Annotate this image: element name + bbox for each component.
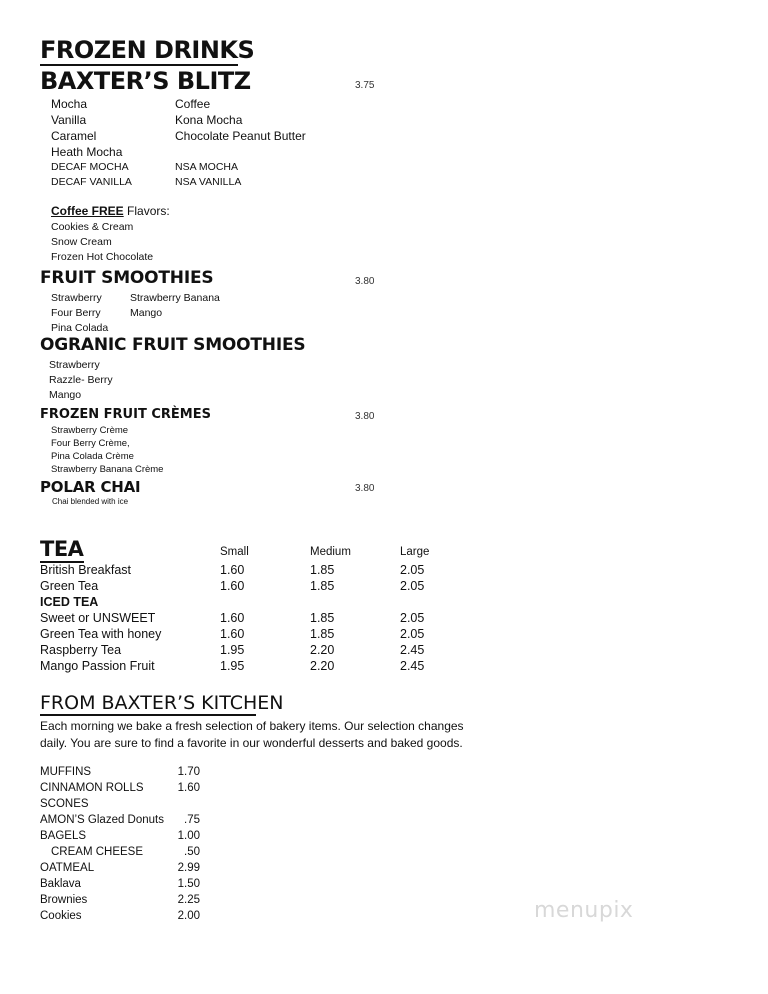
heading-polar-chai: POLAR CHAI <box>40 478 141 496</box>
table-row: Raspberry Tea <box>40 643 122 657</box>
tea-names <box>40 562 161 674</box>
list-item: OATMEAL <box>40 862 95 874</box>
table-cell: 1.85 <box>310 579 335 593</box>
table-cell: 2.45 <box>400 659 425 673</box>
coffee-free-label <box>51 204 170 218</box>
price-frozen-fruit-cremes: 3.80 <box>355 411 375 422</box>
list-item: DECAF MOCHA <box>51 161 129 173</box>
table-cell: 1.85 <box>310 563 335 577</box>
price-fruit-smoothies: 3.80 <box>355 276 375 287</box>
kitchen-item-names <box>40 764 164 924</box>
section-title-kitchen: FROM BAXTER’S KITCHEN <box>40 692 284 714</box>
iced-tea-heading: ICED TEA <box>40 595 99 609</box>
list-item: Pina Colada Crème <box>51 451 134 462</box>
table-row: Green Tea <box>40 579 99 593</box>
list-item: DECAF VANILLA <box>51 176 132 188</box>
tea-header-small: Small <box>220 546 249 558</box>
tea-small-prices <box>220 562 244 674</box>
kitchen-item-prices <box>150 764 200 924</box>
table-cell: 2.05 <box>400 563 425 577</box>
coffee-free-bold: Coffee FREE <box>51 204 124 218</box>
kitchen-description-line2: daily. You are sure to find a favorite in our wonderful desserts and baked goods. <box>40 736 463 750</box>
heading-fruit-smoothies: FRUIT SMOOTHIES <box>40 268 214 288</box>
table-cell: 1.60 <box>220 627 245 641</box>
list-item: Cookies <box>40 910 82 922</box>
list-item: CINNAMON ROLLS <box>40 782 144 794</box>
table-cell: 1.85 <box>310 627 335 641</box>
list-item: CREAM CHEESE <box>51 846 144 858</box>
price: 2.00 <box>177 910 200 922</box>
table-cell: 2.20 <box>310 643 335 657</box>
table-cell: 1.95 <box>220 659 245 673</box>
price-baxters-blitz: 3.75 <box>355 80 375 91</box>
list-item: Kona Mocha <box>175 113 243 127</box>
list-item: Mango <box>130 307 163 319</box>
tea-large-prices <box>400 562 424 674</box>
price: 1.00 <box>177 830 200 842</box>
list-item: MUFFINS <box>40 766 92 778</box>
price: 1.60 <box>177 782 200 794</box>
heading-organic-smoothies: OGRANIC FRUIT SMOOTHIES <box>40 335 306 355</box>
section-title-tea: TEA <box>40 537 84 561</box>
coffee-free-rest: Flavors: <box>123 204 170 218</box>
organic-list <box>49 358 113 403</box>
polar-chai-description: Chai blended with ice <box>52 497 129 506</box>
list-item: NSA VANILLA <box>175 176 242 188</box>
title-underline <box>40 64 238 66</box>
list-item: Caramel <box>51 129 97 143</box>
price: 1.50 <box>177 878 200 890</box>
tea-medium-prices <box>310 562 334 674</box>
list-item: NSA MOCHA <box>175 161 239 173</box>
kitchen-description-line1: Each morning we bake a fresh selection of bakery items. Our selection changes <box>40 719 464 733</box>
heading-baxters-blitz: BAXTER’S BLITZ <box>40 67 251 95</box>
price: 2.99 <box>177 862 200 874</box>
price: 2.25 <box>177 894 200 906</box>
table-row: Sweet or UNSWEET <box>40 611 156 625</box>
blitz-flavors-col1 <box>51 96 122 160</box>
cremes-list <box>51 424 163 476</box>
list-item: Strawberry Banana Crème <box>51 464 164 475</box>
list-item: Mango <box>49 389 82 401</box>
list-item: Chocolate Peanut Butter <box>175 129 306 143</box>
list-item: Four Berry <box>51 307 101 319</box>
list-item: Cookies & Cream <box>51 221 134 233</box>
list-item: SCONES <box>40 798 89 810</box>
table-cell: 1.95 <box>220 643 245 657</box>
list-item: Baklava <box>40 878 81 890</box>
table-cell: 2.45 <box>400 643 425 657</box>
list-item: Strawberry Banana <box>130 292 220 304</box>
tea-header-large: Large <box>400 546 430 558</box>
table-cell: 1.85 <box>310 611 335 625</box>
table-cell: 2.20 <box>310 659 335 673</box>
price: 1.70 <box>177 766 200 778</box>
list-item: BAGELS <box>40 830 87 842</box>
list-item: Coffee <box>175 97 211 111</box>
table-cell: 2.05 <box>400 611 425 625</box>
table-cell: 1.60 <box>220 579 245 593</box>
table-cell: 1.60 <box>220 563 245 577</box>
list-item: Four Berry Crème, <box>51 438 130 449</box>
coffee-free-list <box>51 220 153 265</box>
table-cell: 1.60 <box>220 611 245 625</box>
list-item: Strawberry <box>49 359 100 371</box>
heading-frozen-fruit-cremes: FROZEN FRUIT CRÈMES <box>40 407 211 422</box>
smoothies-col2 <box>130 291 220 321</box>
list-item: Heath Mocha <box>51 145 123 159</box>
table-cell: 2.05 <box>400 579 425 593</box>
list-item: Brownies <box>40 894 88 906</box>
section-title-frozen-drinks: FROZEN DRINKS <box>40 36 255 64</box>
list-item: Pina Colada <box>51 322 109 334</box>
blitz-decaf-col1 <box>51 160 132 190</box>
list-item: Strawberry Crème <box>51 425 129 436</box>
table-row: Mango Passion Fruit <box>40 659 155 673</box>
list-item: AMON’S Glazed Donuts <box>40 814 164 826</box>
list-item: Razzle- Berry <box>49 374 113 386</box>
title-underline <box>40 714 256 716</box>
list-item: Strawberry <box>51 292 102 304</box>
table-row: British Breakfast <box>40 563 132 577</box>
price: .50 <box>184 846 200 858</box>
list-item: Snow Cream <box>51 236 112 248</box>
tea-header-medium: Medium <box>310 546 351 558</box>
menupix-watermark: menupix <box>534 898 634 923</box>
price: .75 <box>184 814 200 826</box>
price-polar-chai: 3.80 <box>355 483 375 494</box>
list-item: Frozen Hot Chocolate <box>51 251 154 263</box>
list-item: Vanilla <box>51 113 87 127</box>
smoothies-col1 <box>51 291 108 336</box>
blitz-decaf-col2 <box>175 160 241 190</box>
blitz-flavors-col2 <box>175 96 306 144</box>
table-row: Green Tea with honey <box>40 627 162 641</box>
price <box>150 796 200 812</box>
table-cell: 2.05 <box>400 627 425 641</box>
list-item: Mocha <box>51 97 88 111</box>
